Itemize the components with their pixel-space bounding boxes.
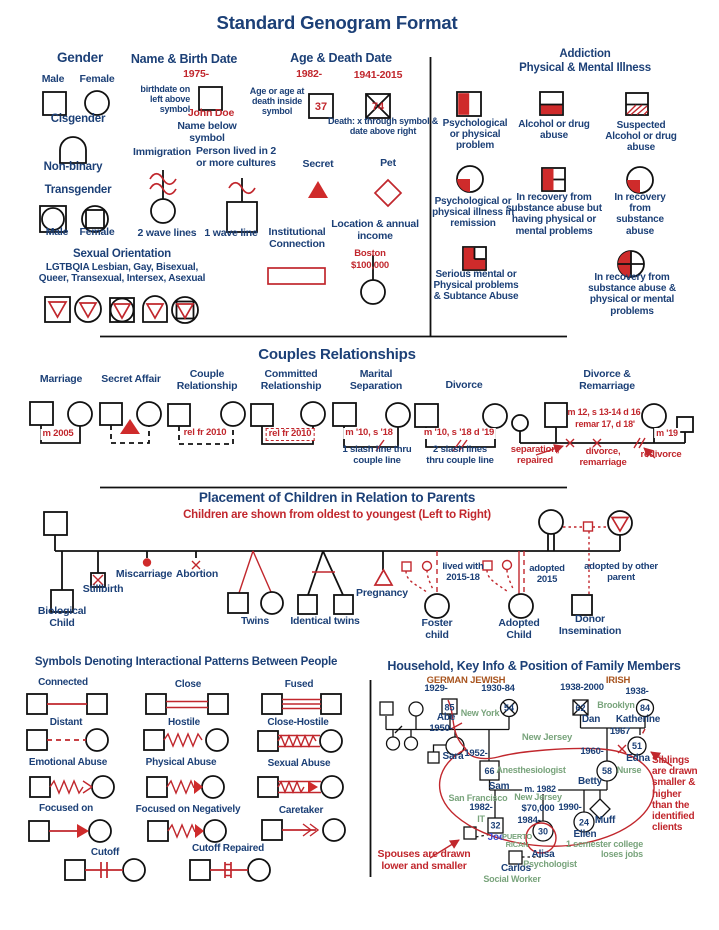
immigration-symbol [150, 170, 176, 223]
addiction-heading2: Physical & Mental Illness [519, 62, 651, 74]
mother-circle [539, 510, 563, 534]
separation-tag: m '10, s '18 [345, 427, 393, 438]
grandparent-circle [409, 702, 423, 716]
recovery-both-label: In recovery from substance abuse & physical or mental problems [588, 272, 676, 317]
sexual-abuse-symbol [258, 776, 343, 798]
hostile-label: Hostile [168, 717, 200, 728]
label-male: Male [41, 73, 65, 85]
orientation-sub: LGTBQIA Lesbian, Gay, Bisexual, Queer, Transexual, Intersex, Asexual [38, 262, 206, 285]
serious-square [463, 247, 486, 270]
donor-label: Donor Insemination [558, 613, 622, 637]
immigration-label: Immigration [133, 146, 191, 158]
sam-age: 66 [484, 766, 495, 776]
emotional-abuse-symbol [30, 776, 114, 798]
edna-age: 51 [631, 741, 643, 751]
remission-circle [457, 166, 483, 192]
couples-heading: Couples Relationships [258, 346, 416, 363]
katherine-age: 84 [639, 703, 651, 713]
nurse-label: Nurse [616, 765, 642, 775]
connected-symbol [27, 694, 107, 714]
marriage-label: Marriage [39, 373, 83, 385]
focused-neg-label: Focused on Negatively [135, 804, 241, 815]
orientation-heading: Sexual Orientation [72, 248, 172, 260]
distant-symbol [27, 729, 108, 751]
cutoff-repaired-symbol [190, 859, 270, 881]
male-square-symbol [43, 92, 66, 115]
college-note: 1 semester college loses jobs [566, 839, 643, 860]
addiction-heading1: Addiction [559, 48, 611, 60]
household-heading: Household, Key Info & Position of Family Members [387, 659, 681, 673]
edna-name: Edna [626, 753, 650, 764]
spouses-note: Spouses are drawn lower and smaller [377, 848, 471, 872]
suspected-label: Suspected Alcohol or drug abuse [605, 120, 677, 154]
label-transgender: Transgender [44, 184, 112, 196]
alisa-birth: 1984- [517, 815, 541, 826]
sexual-label: Sexual Abuse [267, 758, 331, 769]
katherine-birth: 1938- [625, 686, 649, 697]
new-york-label: New York [460, 708, 500, 718]
committed-label: Committed Relationship [260, 368, 322, 392]
twins-symbol [228, 551, 283, 614]
caretaker-label: Caretaker [278, 805, 324, 816]
label-tg-female: Female [79, 226, 115, 238]
secret-affair-symbol [100, 402, 161, 443]
focused-on-symbol [29, 820, 111, 842]
joe-age: 32 [490, 820, 501, 831]
note-separation: separation, repaired [510, 444, 560, 466]
adopted-label: Adopted Child [498, 617, 540, 641]
label-cisgender: Cisgender [50, 113, 106, 125]
abortion-label: Abortion [175, 568, 219, 580]
close-hostile-symbol [258, 730, 342, 752]
name-birth-heading: Name & Birth Date [130, 52, 238, 66]
sara-birth: 1950- [429, 723, 453, 734]
physical-abuse-symbol [147, 776, 224, 798]
sam-name: Sam [488, 781, 510, 792]
label-nonbinary: Non-binary [43, 161, 103, 173]
separation-note: 1 slash line thru couple line [342, 444, 412, 466]
puerto-rican-label: PUERTO RICAN [502, 832, 532, 850]
german-jewish-label: GERMAN JEWISH [426, 675, 506, 686]
connected-label: Connected [38, 677, 88, 688]
couple-rel-label: Couple Relationship [176, 368, 238, 392]
focused-negatively-symbol [148, 820, 226, 842]
two-waves-label: 2 wave lines [137, 227, 197, 239]
age-death-heading: Age & Death Date [290, 51, 392, 65]
institutional-label: Institutional Connection [268, 226, 326, 250]
legend-death-age-value: 74 [371, 101, 385, 113]
pet-label: Pet [380, 157, 396, 169]
fused-label: Fused [284, 679, 314, 690]
secret-triangle [308, 181, 328, 198]
one-wave-label: 1 wave line [204, 227, 258, 239]
fused-symbol [262, 694, 341, 714]
sam-birth: 1952- [464, 748, 488, 759]
ellen-age: 24 [578, 817, 590, 828]
gender-heading: Gender [56, 50, 104, 65]
recovery-label: In recovery from substance abuse [614, 192, 666, 237]
divorce-label: Divorce [445, 379, 483, 391]
pet-diamond [375, 180, 401, 206]
recovery-circle [627, 167, 653, 193]
carlos-name: Carlos [501, 863, 531, 874]
children-subheading: Children are shown from oldest to youngest (Left to Right) [183, 509, 491, 521]
label-tg-male: Male [45, 226, 69, 238]
cutoff-rep-label: Cutoff Repaired [191, 843, 265, 854]
psych-problem-square [457, 92, 481, 116]
joe-name: Joe [487, 832, 505, 843]
institutional-rectangle [268, 268, 325, 284]
location-label: Location & annual income [331, 218, 419, 242]
alisa-age: 30 [537, 826, 549, 837]
close-hostile-label: Close-Hostile [267, 717, 329, 728]
remarriage-tag2: remar 17, d 18' [575, 419, 635, 429]
section-dividers [100, 57, 567, 877]
anesthesiologist-label: Anesthesiologist [496, 765, 566, 775]
birth1: 1982- [296, 68, 322, 80]
marriage-tag: m 2005 [42, 428, 74, 439]
pregnancy-symbol [375, 551, 392, 585]
separation-label: Marital Separation [349, 368, 403, 392]
person-name: John Doe [187, 107, 235, 119]
children-heading: Placement of Children in Relation to Parents [198, 490, 476, 505]
note-redivorce: redivorce [640, 449, 682, 460]
father-square [44, 512, 67, 535]
remission-label: Psychological or physical illness in remission [432, 196, 514, 230]
page-title: Standard Genogram Format [216, 12, 458, 33]
couple-tag: rel fr 2010 [183, 427, 227, 438]
psych-problem-label: Psychological or physical problem [442, 118, 508, 152]
dan-dates: 1938-2000 [560, 682, 604, 693]
miscarriage-symbol [143, 551, 151, 567]
dan-name: Dan [581, 714, 601, 725]
adopted-tag: adopted 2015 [529, 563, 565, 585]
physical-label: Physical Abuse [145, 757, 217, 768]
siblings-note: Siblings are drawn smaller & higher than the identified clients [652, 755, 698, 834]
san-francisco-label: San Francisco [448, 793, 508, 803]
identical-twins-label: Identical twins [290, 615, 360, 627]
secret-label: Secret [302, 158, 334, 170]
focused-label: Focused on [38, 803, 94, 814]
distant-label: Distant [49, 717, 83, 728]
irish-label: IRISH [605, 675, 631, 686]
name-note: Name below symbol [177, 120, 237, 144]
close-label: Close [174, 679, 202, 690]
abe-name: Abe [436, 712, 456, 723]
death-note: Death: x through symbol & date above right [327, 116, 438, 137]
alcohol-label: Alcohol or drug abuse [518, 119, 590, 142]
divorce-tag: m '10, s '18 d '19 [423, 427, 495, 438]
label-female: Female [79, 73, 115, 85]
abe-age: 85 [444, 702, 455, 713]
birth-year: 1975- [183, 68, 209, 80]
two-cultures-symbol [227, 178, 257, 232]
emotional-label: Emotional Abuse [28, 757, 108, 768]
miscarriage-label: Miscarriage [115, 568, 173, 580]
income-label: $100,000 [350, 260, 390, 271]
identical-twins-symbol [298, 551, 353, 614]
birth2: 1941-2015 [353, 69, 403, 81]
biological-child-symbol [51, 551, 73, 612]
abe-birth: 1929- [424, 683, 448, 694]
psychologist-label: Psychologist [523, 859, 577, 869]
foster-label: Foster child [421, 617, 453, 641]
sexual-orientation-symbols [45, 296, 198, 323]
stillbirth-symbol [91, 551, 105, 587]
nonbinary-arch-symbol [60, 137, 86, 163]
muff-name: Muff [594, 815, 616, 826]
abortion-symbol [192, 551, 200, 569]
grandparent-square [380, 702, 393, 715]
note-divorce: divorce, remarriage [579, 446, 627, 468]
suspected-square [626, 93, 648, 115]
female-circle-symbol [85, 91, 109, 115]
brooklyn-label: Brooklyn [597, 700, 635, 710]
alisa-name: Alisa [531, 849, 555, 860]
remarriage-tag3: m '19 [656, 428, 678, 438]
divorce-note: 2 slash lines thru couple line [426, 444, 494, 466]
dan-age: 62 [575, 703, 586, 713]
it-label: IT [477, 814, 485, 824]
social-worker-label: Social Worker [483, 874, 541, 884]
serious-label: Serious mental or Physical problems & Subtance Abuse [433, 269, 519, 303]
wife-dates: 1930-84 [481, 683, 515, 694]
patterns-heading: Symbols Denoting Interactional Patterns Between People [34, 656, 338, 668]
remarriage-tag1: m 12, s 13-14 d 16 [567, 407, 641, 417]
household-income: $70,000 [521, 803, 555, 814]
cutoff-label: Cutoff [90, 847, 120, 858]
wife-age: 54 [503, 703, 515, 713]
legend-age-value: 37 [314, 101, 328, 113]
alcohol-square [540, 92, 563, 115]
remarriage-label: Divorce & Remarriage [579, 368, 635, 392]
donor-parent-symbol [608, 511, 632, 535]
katherine-name: Katherine [615, 714, 661, 725]
committed-tag: rel fr 2010 [266, 428, 315, 441]
close-symbol [146, 694, 228, 714]
cutoff-symbol [65, 859, 145, 881]
married-label: m. 1982 [524, 784, 556, 794]
new-jersey1-label: New Jersey [521, 732, 573, 743]
age-note: Age or age at death inside symbol [249, 86, 305, 117]
sara-name: Sara [442, 751, 464, 762]
ellen-birth: 1990- [558, 802, 582, 813]
ellen-name: Ellen [573, 829, 597, 840]
recovery-but-label: In recovery from substance abuse but having physical or mental problems [506, 192, 602, 237]
cultures-label: Person lived in 2 or more cultures [195, 145, 277, 169]
new-jersey2-label: New Jersey [514, 792, 562, 802]
betty-birth: 1960- [580, 746, 604, 757]
joe-birth: 1982- [469, 802, 493, 813]
adopted-other-note: adopted by other parent [584, 561, 658, 583]
lived-with-note: lived with 2015-18 [442, 561, 484, 583]
stillbirth-label: Stillbirth [82, 583, 124, 595]
pregnancy-label: Pregnancy [356, 587, 408, 599]
birthdate-note: birthdate on left above symbol [140, 84, 190, 115]
betty-age: 58 [601, 766, 613, 776]
betty-name: Betty [577, 776, 603, 787]
twins-label: Twins [241, 615, 269, 627]
biological-label: Biological Child [37, 605, 87, 629]
city-label: Boston [354, 248, 386, 259]
recovery-but-square [542, 168, 565, 191]
caretaker-symbol [262, 819, 345, 841]
edna-birth: 1967 [609, 726, 631, 737]
hostile-symbol [144, 729, 228, 751]
secret-affair-label: Secret Affair [101, 373, 161, 385]
